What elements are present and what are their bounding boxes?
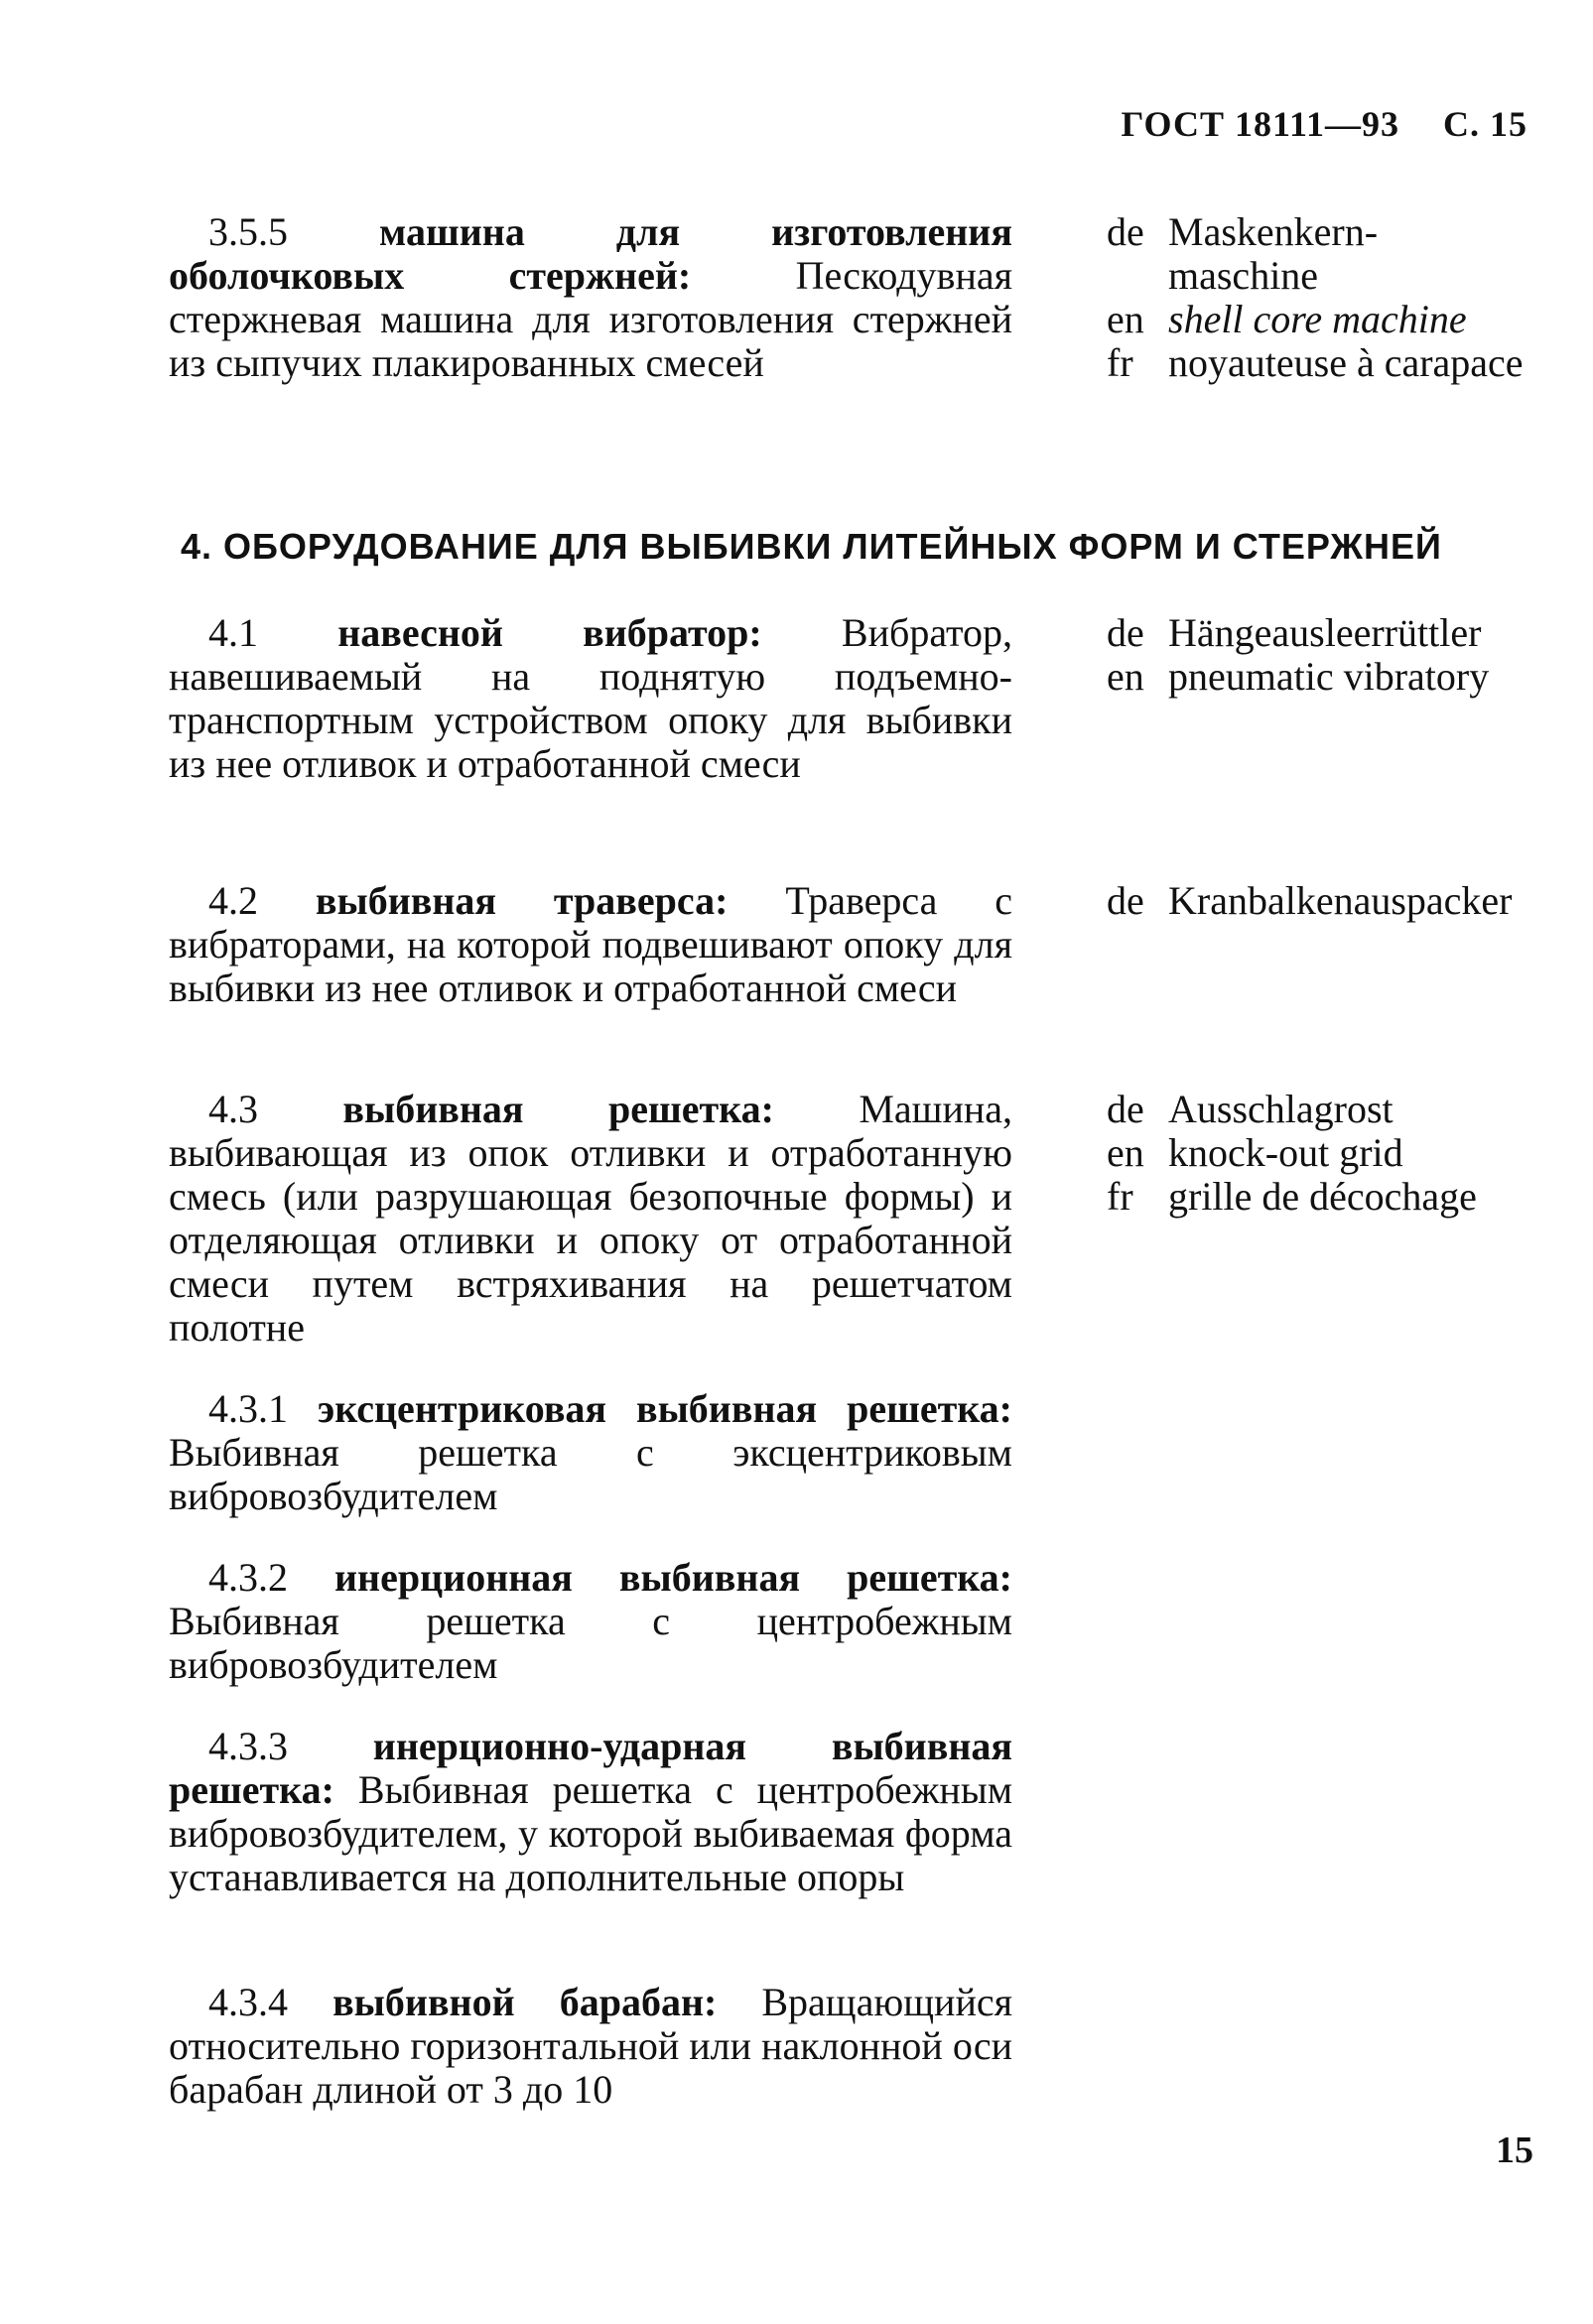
term-number: 4.2: [208, 878, 258, 923]
equivalent-en: en shell core machine: [1107, 297, 1467, 341]
term-definition: Вращающийся относительно горизонтальной или наклонной оси барабан длиной от 3 до 10: [169, 1980, 1013, 2112]
equivalent-de: de Kranbalkenauspacker: [1107, 878, 1513, 923]
term-number: 4.1: [208, 610, 258, 655]
term-name: инерционно-ударная выбивная решетка:: [169, 1724, 1013, 1812]
foreign-equivalents: [1107, 210, 1524, 385]
term-definition: Выбивная решетка с эксцентриковым вибровозбудителем: [169, 1430, 1012, 1518]
term-definition: Пескодувная стержневая машина для изготовления стержней из сыпучих плакированных смесей: [169, 253, 1012, 385]
term-number: 4.3: [208, 1087, 258, 1131]
standard-code: ГОСТ 18111—93: [1121, 104, 1399, 144]
term-name: машина для изготовления оболочковых стержней:: [169, 209, 1012, 298]
term-number: 4.3.4: [208, 1980, 288, 2024]
term-number: 4.3.1: [208, 1386, 288, 1431]
term-definition: Выбивная решетка с центробежным вибровозбудителем: [169, 1599, 1012, 1687]
term-definition-block: [169, 879, 1012, 1010]
footer-page-number: 15: [1496, 2130, 1533, 2171]
term-definition-block: [169, 1725, 1012, 1899]
header-page-number: С. 15: [1443, 104, 1527, 144]
page-header: [1122, 103, 1528, 145]
equivalent-fr: fr grille de décochage: [1107, 1174, 1477, 1219]
term-name: выбивной барабан:: [332, 1980, 718, 2024]
term-definition: Выбивная решетка с центробежным вибровозбудителем, у которой выбиваемая форма устанавливается на дополнительные опоры: [169, 1767, 1013, 1899]
section-heading: 4. ОБОРУДОВАНИЕ ДЛЯ ВЫБИВКИ ЛИТЕЙНЫХ ФОРМ И СТЕРЖНЕЙ: [181, 526, 1442, 567]
foreign-equivalents: [1107, 1088, 1524, 1219]
equivalent-en: en pneumatic vibratory: [1107, 654, 1490, 699]
term-definition: Траверса с вибраторами, на которой подвешивают опоку для выбивки из нее отливок и отработанной смеси: [169, 878, 1013, 1010]
term-definition: Машина, выбивающая из опок отливки и отработанную смесь (или разрушающая безопочные формы) и отделяющая отливки и опоку от отработанной смеси путем встряхивания на решетчатом полотне: [169, 1087, 1013, 1350]
equivalent-de: de Maskenkern-maschine: [1107, 209, 1379, 298]
equivalent-de: de Ausschlagrost: [1107, 1087, 1394, 1131]
term-definition: Вибратор, навешиваемый на поднятую подъемно-транспортным устройством опоку для выбивки из нее отливок и отработанной смеси: [169, 610, 1012, 786]
term-definition-block: [169, 1088, 1012, 1350]
equivalent-fr: fr noyauteuse à carapace: [1107, 340, 1524, 385]
term-definition-block: [169, 1981, 1012, 2112]
term-name: выбивная решетка:: [342, 1087, 774, 1131]
term-number: 4.3.2: [208, 1555, 288, 1600]
term-name: инерционная выбивная решетка:: [334, 1555, 1013, 1600]
foreign-equivalents: [1107, 611, 1524, 699]
term-name: навесной вибратор:: [337, 610, 762, 655]
term-name: выбивная траверса:: [315, 878, 729, 923]
term-definition-block: [169, 611, 1012, 786]
term-definition-block: [169, 1556, 1012, 1687]
term-name: эксцентриковая выбивная решетка:: [317, 1386, 1012, 1431]
equivalent-en: en knock-out grid: [1107, 1130, 1403, 1175]
term-number: 3.5.5: [208, 209, 288, 254]
term-definition-block: [169, 1387, 1012, 1518]
foreign-equivalents: [1107, 879, 1524, 923]
term-number: 4.3.3: [208, 1724, 288, 1768]
term-definition-block: [169, 210, 1012, 385]
equivalent-de: de Hängeausleerrüttler: [1107, 610, 1482, 655]
